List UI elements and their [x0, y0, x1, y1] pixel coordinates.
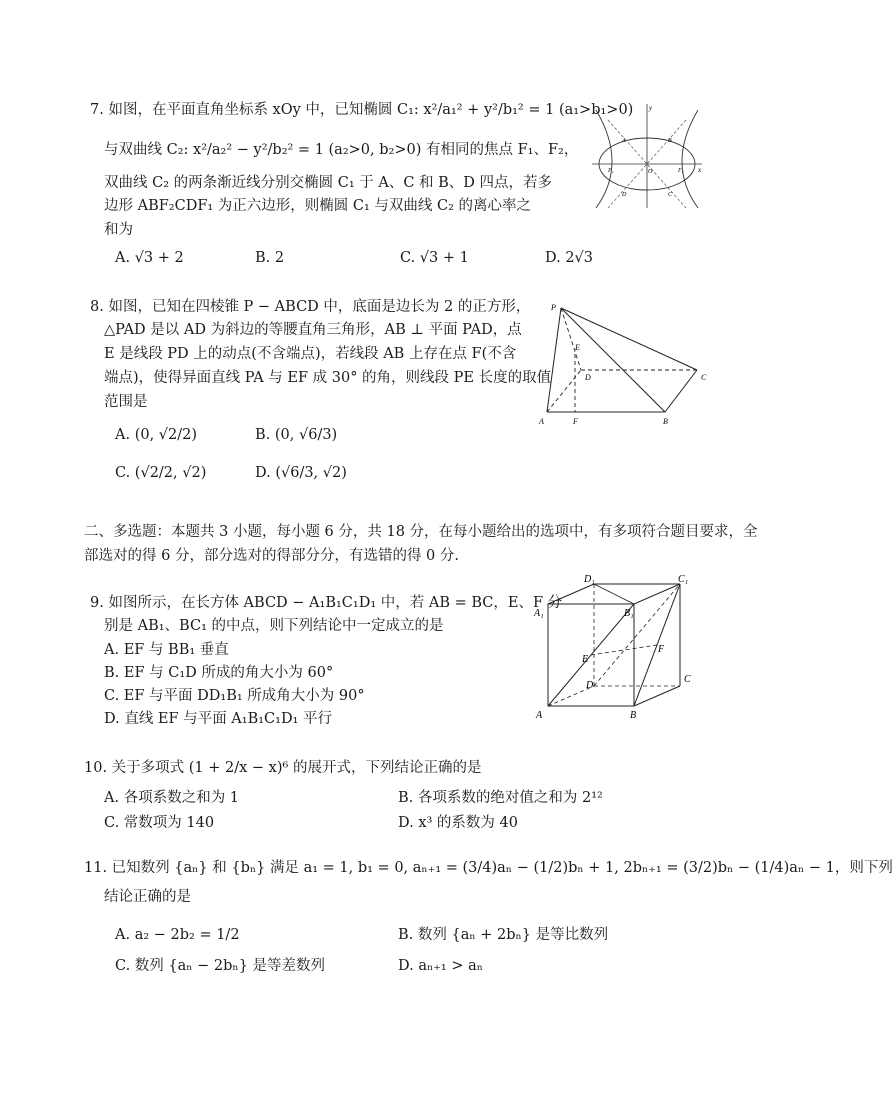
q7-label-d: D	[622, 192, 627, 198]
q9-label-b1: B₁	[624, 608, 634, 619]
q8-label-p: P	[551, 303, 556, 312]
q9-edge-a1d1	[548, 584, 594, 604]
q8-label-d: D	[585, 373, 591, 382]
q7-line-2: 与双曲线 C₂: x²/a₂² − y²/b₂² = 1 (a₂>0, b₂>0) 有相同的焦点 F₁、F₂，	[104, 142, 579, 158]
q7-label-o: O	[648, 169, 653, 175]
q9-label-c: C	[684, 674, 691, 685]
q11-option-d: D. aₙ₊₁ > aₙ	[398, 958, 483, 974]
q11-option-b: B. 数列 {aₙ + 2bₙ} 是等比数列	[398, 927, 609, 943]
q9-label-b: B	[630, 710, 637, 721]
q11-option-c: C. 数列 {aₙ − 2bₙ} 是等差数列	[115, 958, 326, 974]
q10-option-a: A. 各项系数之和为 1	[104, 790, 240, 806]
q8-option-a: A. (0, √2/2)	[115, 427, 198, 443]
q9-label-f: F	[658, 644, 665, 655]
q9-figure	[532, 574, 704, 722]
q10-option-b: B. 各项系数的绝对值之和为 2¹²	[398, 790, 603, 806]
q7-label-x: x	[698, 166, 702, 174]
q7-line-4: 边形 ABF₂CDF₁ 为正六边形，则椭圆 C₁ 与双曲线 C₂ 的离心率之	[104, 198, 532, 214]
q9-option-d: D. 直线 EF 与平面 A₁B₁C₁D₁ 平行	[104, 711, 333, 727]
q7-option-d: D. 2√3	[545, 250, 594, 266]
q9-segment-ef	[591, 645, 657, 655]
q8-label-e: E	[575, 343, 580, 352]
q10-option-d: D. x³ 的系数为 40	[398, 815, 518, 831]
q7-label-a: A	[622, 138, 626, 144]
q7-option-b: B. 2	[255, 250, 285, 266]
q8-label-f: F	[573, 417, 578, 426]
q8-option-b: B. (0, √6/3)	[255, 427, 338, 443]
q7-figure	[588, 100, 706, 212]
q9-label-a1: A₁	[534, 608, 544, 619]
q8-option-d: D. (√6/3, √2)	[255, 465, 347, 481]
q11-option-a: A. a₂ − 2b₂ = 1/2	[115, 927, 240, 943]
q8-edge-pc	[561, 308, 697, 370]
q7-line-5: 和为	[104, 222, 133, 238]
q9-diagonal-dc1	[594, 584, 680, 686]
q9-diagonal-d1b1	[594, 584, 634, 604]
q8-option-c: C. (√2/2, √2)	[115, 465, 207, 481]
q8-line-4: 端点)，使得异面直线 PA 与 EF 成 30° 的角，则线段 PE 长度的取值	[104, 370, 552, 386]
q8-line-1: 8. 如图，已知在四棱锥 P − ABCD 中，底面是边长为 2 的正方形，	[90, 299, 531, 315]
q8-edge-pa	[547, 308, 561, 412]
q8-label-a: A	[539, 417, 544, 426]
q7-line-3: 双曲线 C₂ 的两条渐近线分别交椭圆 C₁ 于 A、C 和 B、D 四点，若多	[104, 175, 553, 191]
q9-label-d: D	[586, 680, 594, 691]
q7-label-c: C	[668, 192, 673, 198]
q9-line-2: 别是 AB₁、BC₁ 的中点，则下列结论中一定成立的是	[104, 618, 444, 634]
q7-label-f2: F₂	[678, 168, 684, 174]
q9-option-c: C. EF 与平面 DD₁B₁ 所成角大小为 90°	[104, 688, 365, 704]
section-2-line-1: 二、多选题：本题共 3 小题，每小题 6 分，共 18 分，在每小题给出的选项中，有多项符合题目要求，全	[84, 524, 758, 540]
q9-option-a: A. EF 与 BB₁ 垂直	[104, 642, 229, 658]
q9-label-e: E	[582, 654, 589, 665]
q8-figure	[535, 298, 715, 432]
q7-hyperbola-left	[596, 110, 612, 208]
q8-line-5: 范围是	[104, 394, 148, 410]
q7-label-f1: F₁	[608, 168, 614, 174]
q7-option-c: C. √3 + 1	[400, 250, 469, 266]
q8-edge-pb	[561, 308, 665, 412]
q11-line-1: 11. 已知数列 {aₙ} 和 {bₙ} 满足 a₁ = 1, b₁ = 0, aₙ₊₁ = (3/4)aₙ − (1/2)bₙ + 1, 2bₙ₊₁ = (3/2)bₙ − (1/4)aₙ − 1，则下列	[84, 860, 893, 876]
q9-line-1: 9. 如图所示，在长方体 ABCD − A₁B₁C₁D₁ 中，若 AB = BC，E、F 分	[90, 595, 563, 611]
q7-hyperbola-right	[682, 110, 698, 208]
q8-edge-bc	[665, 370, 697, 412]
q10-option-c: C. 常数项为 140	[104, 815, 215, 831]
q7-line-1: 7. 如图，在平面直角坐标系 xOy 中，已知椭圆 C₁: x²/a₁² + y²/b₁² = 1 (a₁>b₁>0)	[90, 102, 634, 118]
q7-option-a: A. √3 + 2	[115, 250, 184, 266]
q7-label-b: B	[668, 138, 672, 144]
q10-stem: 10. 关于多项式 (1 + 2/x − x)⁶ 的展开式，下列结论正确的是	[84, 760, 482, 776]
q9-option-b: B. EF 与 C₁D 所成的角大小为 60°	[104, 665, 334, 681]
q8-label-c: C	[701, 373, 707, 382]
q8-line-2: △PAD 是以 AD 为斜边的等腰直角三角形，AB ⊥ 平面 PAD，点	[104, 322, 522, 338]
q11-line-2: 结论正确的是	[104, 889, 191, 905]
q9-label-a: A	[536, 710, 543, 721]
q7-label-y: y	[649, 104, 653, 112]
section-2-line-2: 部选对的得 6 分，部分选对的得部分分，有选错的得 0 分.	[84, 548, 459, 564]
q9-label-d1: D₁	[584, 574, 595, 585]
q8-label-b: B	[663, 417, 668, 426]
q8-line-3: E 是线段 PD 上的动点(不含端点)，若线段 AB 上存在点 F(不含	[104, 346, 517, 362]
q9-label-c1: C₁	[678, 574, 689, 585]
